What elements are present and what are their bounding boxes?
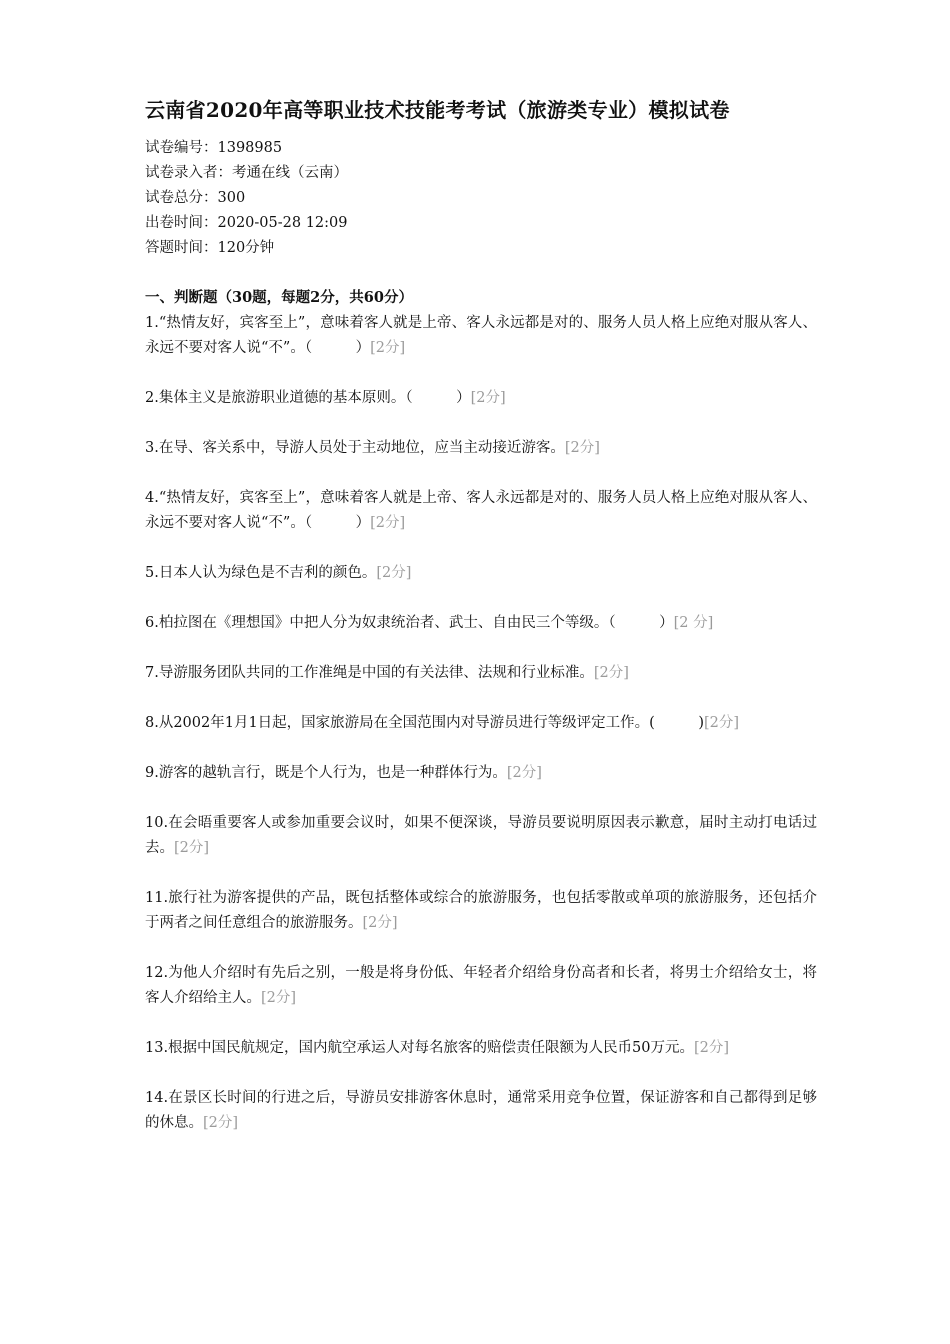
question-text: 13.根据中国民航规定，国内航空承运人对每名旅客的赔偿责任限额为人民币50万元。 bbox=[145, 1040, 695, 1056]
question-text: 6.柏拉图在《理想国》中把人分为奴隶统治者、武士、自由民三个等级。（ ） bbox=[145, 615, 674, 631]
question-score: [2分] bbox=[506, 765, 542, 781]
exam-meta bbox=[145, 136, 845, 261]
question-list bbox=[145, 311, 817, 1161]
question-text: 8.从2002年1月1日起，国家旅游局在全国范围内对导游员进行等级评定工作。( ) bbox=[145, 715, 704, 731]
exam-id: 试卷编号：1398985 bbox=[145, 140, 283, 156]
exam-author: 试卷录入者：考通在线（云南） bbox=[145, 165, 348, 181]
question-score: [2分] bbox=[593, 665, 629, 681]
question-item bbox=[145, 611, 817, 636]
section-heading: 一、判断题（30题，每题2分，共60分） bbox=[145, 289, 413, 306]
question-score: [2分] bbox=[564, 440, 600, 456]
question-item bbox=[145, 1086, 817, 1136]
exam-date: 出卷时间：2020-05-28 12:09 bbox=[145, 215, 348, 231]
question-text: 7.导游服务团队共同的工作准绳是中国的有关法律、法规和行业标准。 bbox=[145, 665, 594, 681]
exam-duration: 答题时间：120分钟 bbox=[145, 240, 275, 256]
question-item bbox=[145, 961, 817, 1011]
question-score: [2分] bbox=[704, 715, 740, 731]
question-item bbox=[145, 561, 817, 586]
question-score: [2分] bbox=[370, 515, 406, 531]
question-text: 1.“热情友好，宾客至上”，意味着客人就是上帝、客人永远都是对的、服务人员人格上应绝对服从客人、永远不要对客人说“不”。（ ） bbox=[145, 315, 817, 356]
question-text: 4.“热情友好，宾客至上”，意味着客人就是上帝、客人永远都是对的、服务人员人格上应绝对服从客人、永远不要对客人说“不”。（ ） bbox=[145, 490, 817, 531]
question-item bbox=[145, 711, 817, 736]
question-item bbox=[145, 661, 817, 686]
question-score: [2分] bbox=[694, 1040, 730, 1056]
question-text: 10.在会晤重要客人或参加重要会议时，如果不便深谈，导游员要说明原因表示歉意，届时主动打电话过去。 bbox=[145, 815, 817, 856]
document-title: 云南省2020年高等职业技术技能考考试（旅游类专业）模拟试卷 bbox=[145, 98, 730, 122]
question-item bbox=[145, 436, 817, 461]
question-score: [2分] bbox=[362, 915, 398, 931]
question-score: [2分] bbox=[174, 840, 210, 856]
question-item bbox=[145, 486, 817, 536]
question-text: 11.旅行社为游客提供的产品，既包括整体或综合的旅游服务，也包括零散或单项的旅游服务，还包括介于两者之间任意组合的旅游服务。 bbox=[145, 890, 817, 931]
exam-total-score: 试卷总分：300 bbox=[145, 190, 246, 206]
question-text: 2.集体主义是旅游职业道德的基本原则。（ ） bbox=[145, 390, 471, 406]
question-text: 14.在景区长时间的行进之后，导游员安排游客休息时，通常采用竞争位置，保证游客和自己都得到足够的休息。 bbox=[145, 1090, 817, 1131]
question-text: 9.游客的越轨言行，既是个人行为，也是一种群体行为。 bbox=[145, 765, 507, 781]
question-score: [2 分] bbox=[673, 615, 714, 631]
question-score: [2分] bbox=[203, 1115, 239, 1131]
question-score: [2分] bbox=[470, 390, 506, 406]
question-item bbox=[145, 386, 817, 411]
question-item bbox=[145, 761, 817, 786]
question-score: [2分] bbox=[376, 565, 412, 581]
question-score: [2分] bbox=[370, 340, 406, 356]
question-text: 5.日本人认为绿色是不吉利的颜色。 bbox=[145, 565, 377, 581]
question-item bbox=[145, 311, 817, 361]
question-score: [2分] bbox=[261, 990, 297, 1006]
question-text: 12.为他人介绍时有先后之别，一般是将身份低、年轻者介绍给身份高者和长者，将男士介绍给女士，将客人介绍给主人。 bbox=[145, 965, 817, 1006]
question-item bbox=[145, 886, 817, 936]
question-item bbox=[145, 1036, 817, 1061]
question-item bbox=[145, 811, 817, 861]
question-text: 3.在导、客关系中，导游人员处于主动地位，应当主动接近游客。 bbox=[145, 440, 565, 456]
